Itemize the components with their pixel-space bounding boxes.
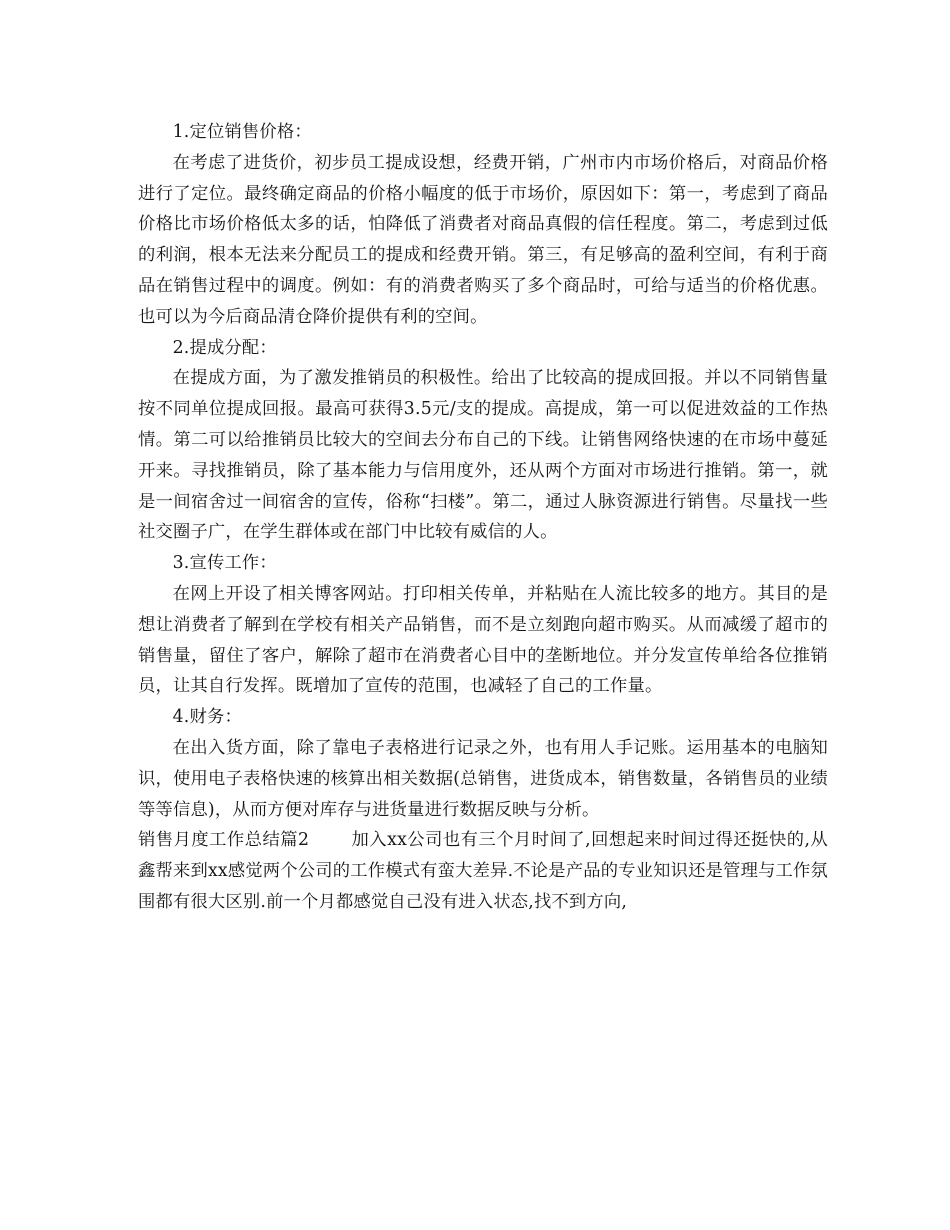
- section-heading-commission: 2.提成分配：: [172, 337, 277, 358]
- section-body-finance: 在出入货方面，除了靠电子表格进行记录之外，也有用人手记账。运用基本的电脑知识，使用电子表格快速的核算出相关数据(总销售，进货成本，销售数量，各销售员的业绩等等信息)，从而方便对库存与进货量进行数据反映与分析。: [138, 737, 828, 820]
- section-heading-pricing: 1.定位销售价格：: [172, 122, 312, 142]
- section-body-commission: 在提成方面，为了激发推销员的积极性。给出了比较高的提成回报。并以不同销售量按不同单位提成回报。最高可获得3.5元/支的提成。高提成，第一可以促进效益的工作热情。第二可以给推销员比较大的空间去分布自己的下线。让销售网络快速的在市场中蔓延开来。寻找推销员，除了基本能力与信用度外，还从两个方面对市场进行推销。第一，就是一间宿舍过一间宿舍的宣传，俗称“扫楼”。第二，通过人脉资源进行销售。尽量找一些社交圈子广，在学生群体或在部门中比较有威信的人。: [138, 368, 828, 543]
- article-2-body: 加入xx公司也有三个月时间了,回想起来时间过得还挺快的,从鑫帮来到xx感觉两个公司的工作模式有蛮大差异.不论是产品的专业知识还是管理与工作氛围都有很大区别.前一个月都感觉自己没有进入状态,找不到方向,: [138, 830, 829, 912]
- section-heading-finance: 4.财务：: [172, 707, 242, 728]
- article-2-title: 销售月度工作总结篇2: [138, 830, 310, 851]
- section-heading-promotion: 3.宣传工作：: [172, 553, 277, 574]
- section-body-pricing: 在考虑了进货价，初步员工提成设想，经费开销，广州市内市场价格后，对商品价格进行了定位。最终确定商品的价格小幅度的低于市场价，原因如下：第一，考虑到了商品价格比市场价格低太多的话，怕降低了消费者对商品真假的信任程度。第二，考虑到过低的利润，根本无法来分配员工的提成和经费开销。第三，有足够高的盈利空间，有利于商品在销售过程中的调度。例如：有的消费者购买了多个商品时，可给与适当的价格优惠。也可以为今后商品清仓降价提供有利的空间。: [138, 152, 828, 327]
- section-body-promotion: 在网上开设了相关博客网站。打印相关传单，并粘贴在人流比较多的地方。其目的是想让消费者了解到在学校有相关产品销售，而不是立刻跑向超市购买。从而减缓了超市的销售量，留住了客户，解除了超市在消费者心目中的垄断地位。并分发宣传单给各位推销员，让其自行发挥。既增加了宣传的范围，也减轻了自己的工作量。: [138, 583, 828, 697]
- article-2-paragraph: [138, 825, 828, 917]
- document-body: [138, 117, 828, 918]
